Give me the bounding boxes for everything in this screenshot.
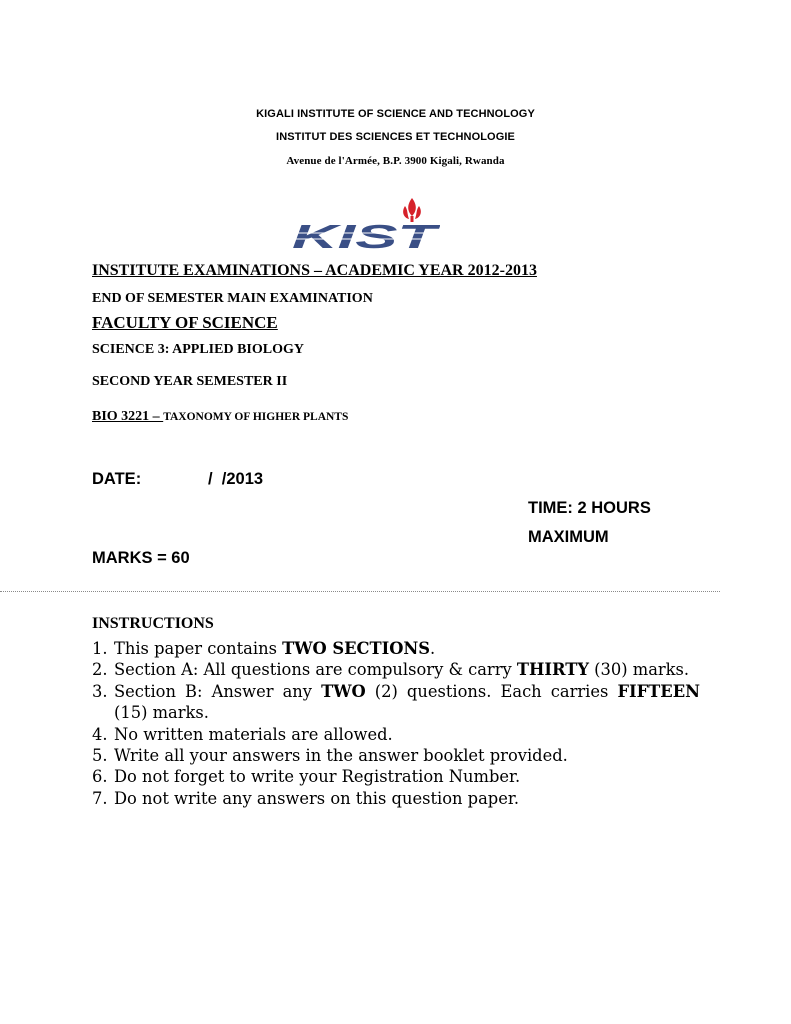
item-text: This paper contains: [114, 639, 283, 658]
exam-type: END OF SEMESTER MAIN EXAMINATION: [92, 291, 373, 306]
item-text: Write all your answers in the answer booklet provided.: [114, 746, 568, 766]
item-text: Do not forget to write your Registration Number.: [114, 767, 521, 787]
list-item: [92, 745, 700, 766]
exam-duration: TIME: 2 HOURS: [528, 499, 651, 517]
item-text: (15) marks.: [114, 703, 209, 723]
programme-name: SCIENCE 3: APPLIED BIOLOGY: [92, 342, 304, 357]
course-title: TAXONOMY OF HIGHER PLANTS: [163, 411, 349, 423]
exam-title: INSTITUTE EXAMINATIONS – ACADEMIC YEAR 2012-2013: [92, 262, 537, 279]
item-text: Section A: All questions are compulsory & carry: [114, 660, 517, 680]
item-emphasis: THIRTY: [516, 660, 589, 680]
list-item: [92, 659, 700, 680]
item-number: 4.: [92, 724, 108, 744]
year-semester: SECOND YEAR SEMESTER II: [92, 374, 288, 389]
list-item: [92, 766, 700, 787]
list-item: [92, 681, 700, 724]
instructions-title: INSTRUCTIONS: [92, 615, 214, 632]
item-number: 3.: [92, 681, 108, 701]
logo-wordmark: KIST: [292, 218, 440, 252]
item-emphasis: FIFTEEN: [617, 681, 700, 701]
list-item: [92, 788, 700, 809]
list-item: [92, 724, 700, 745]
date-label: DATE:: [92, 470, 142, 488]
item-text: No written materials are allowed.: [114, 724, 393, 744]
institution-name-en: KIGALI INSTITUTE OF SCIENCE AND TECHNOLOGY: [256, 108, 535, 120]
item-text: (2) questions. Each carries: [365, 681, 618, 701]
item-text: (30) marks.: [588, 660, 690, 680]
date-value: / /2013: [208, 470, 264, 488]
item-emphasis: TWO: [321, 681, 366, 701]
list-item: [92, 638, 700, 659]
item-text: Do not write any answers on this question paper.: [114, 788, 520, 808]
faculty-name: FACULTY OF SCIENCE: [92, 313, 278, 332]
section-divider: [0, 591, 720, 592]
maximum-label: MAXIMUM: [528, 528, 609, 546]
item-number: 7.: [92, 788, 108, 808]
item-number: 1.: [92, 639, 108, 658]
item-number: 2.: [92, 660, 108, 680]
item-text: Section B: Answer any: [114, 681, 322, 701]
item-number: 5.: [92, 746, 108, 766]
item-text: .: [430, 639, 436, 658]
course-code: BIO 3221 –: [92, 409, 164, 424]
course-line: [92, 409, 348, 425]
instructions-list: [92, 638, 700, 809]
institution-address: Avenue de l'Armée, B.P. 3900 Kigali, Rwanda: [286, 155, 505, 167]
kist-logo: [290, 192, 440, 252]
total-marks: MARKS = 60: [92, 549, 190, 567]
item-number: 6.: [92, 767, 108, 787]
item-emphasis: TWO SECTIONS: [282, 639, 431, 658]
institution-name-fr: INSTITUT DES SCIENCES ET TECHNOLOGIE: [276, 131, 515, 143]
